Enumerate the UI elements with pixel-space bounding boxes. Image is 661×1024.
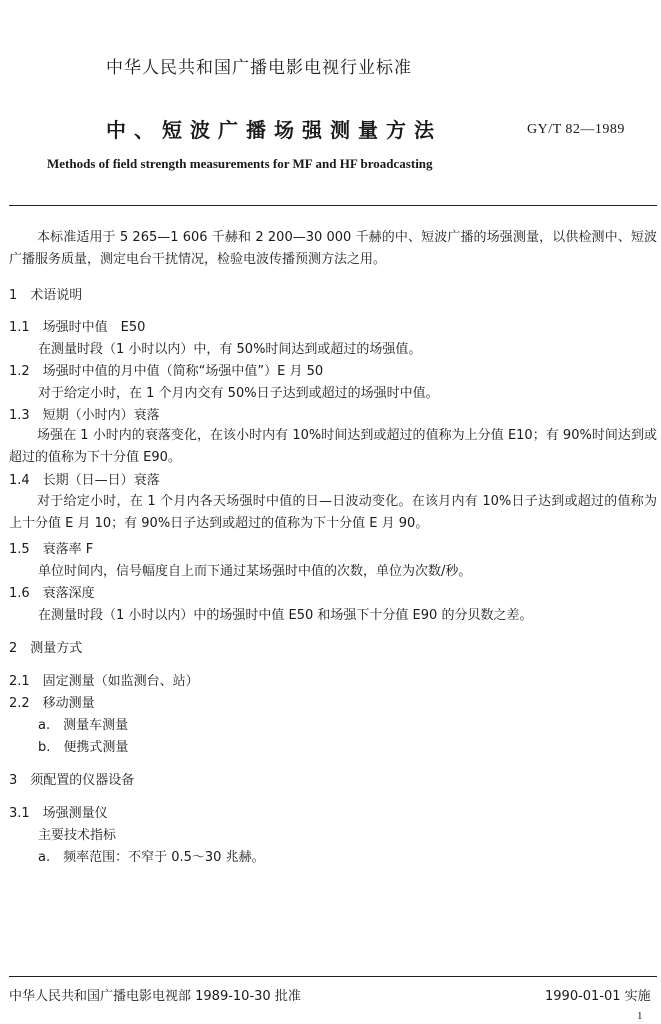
footer-divider (9, 976, 657, 977)
clause-2-2-heading: 2.2 移动测量 (9, 696, 95, 711)
clause-1-1-heading: 1.1 场强时中值 E50 (9, 320, 146, 335)
clause-1-3-heading: 1.3 短期（小时内）衰落 (9, 408, 160, 423)
clause-1-5-text: 单位时间内，信号幅度自上而下通过某场强时中值的次数，单位为次数/秒。 (38, 564, 472, 579)
list-item-a: a. 测量车测量 (38, 718, 129, 733)
clause-3-1-item-a: a. 频率范围：不窄于 0.5～30 兆赫。 (38, 850, 265, 865)
issuing-body: 中华人民共和国广播电影电视行业标准 (106, 58, 412, 78)
clause-3-1-heading: 3.1 场强测量仪 (9, 806, 108, 821)
scope-paragraph: 本标准适用于 5 265—1 606 千赫和 2 200—30 000 千赫的中、短波广播的场强测量，以供检测中、短波广播服务质量，测定电台干扰情况，检验电波传播预测方法之用。 (9, 230, 657, 267)
page-number: 1 (637, 1010, 643, 1022)
header-divider (9, 205, 657, 206)
clause-1-4-heading: 1.4 长期（日—日）衰落 (9, 473, 160, 488)
standard-code: GY/T 82—1989 (527, 122, 625, 137)
clause-2-1-heading: 2.1 固定测量（如监测台、站） (9, 674, 199, 689)
standard-title-english: Methods of field strength measurements for MF and HF broadcasting (47, 156, 433, 171)
approval-note: 中华人民共和国广播电影电视部 1989-10-30 批准 (9, 989, 301, 1004)
clause-3-1-subheading: 主要技术指标 (38, 828, 117, 843)
clause-1-5-heading: 1.5 衰落率 F (9, 542, 94, 557)
section-1-heading: 1 术语说明 (9, 288, 83, 303)
section-2-heading: 2 测量方式 (9, 641, 83, 656)
clause-1-3-text: 场强在 1 小时内的衰落变化，在该小时内有 10%时间达到或超过的值称为上分值 E10；有 90%时间达到或超过的值称为下十分值 E90。 (9, 428, 657, 465)
clause-1-2-heading: 1.2 场强时中值的月中值（简称“场强中值”）E 月 50 (9, 364, 324, 379)
list-item-b: b. 便携式测量 (38, 740, 129, 755)
clause-1-2-text: 对于给定小时，在 1 个月内交有 50%日子达到或超过的场强时中值。 (38, 386, 439, 401)
clause-1-6-text: 在测量时段（1 小时以内）中的场强时中值 E50 和场强下十分值 E90 的分贝数之差。 (38, 608, 533, 623)
section-3-heading: 3 须配置的仪器设备 (9, 773, 135, 788)
clause-1-4-text: 对于给定小时，在 1 个月内各天场强时中值的日—日波动变化。在该月内有 10%日子达到或超过的值称为上十分值 E 月 10；有 90%日子达到或超过的值称为下十分值 E 月 90。 (9, 494, 657, 531)
clause-1-1-text: 在测量时段（1 小时以内）中，有 50%时间达到或超过的场强值。 (38, 342, 422, 357)
clause-1-6-heading: 1.6 衰落深度 (9, 586, 95, 601)
standard-title-chinese: 中、短波广播场强测量方法 (106, 118, 442, 142)
effective-date: 1990-01-01 实施 (545, 989, 651, 1004)
